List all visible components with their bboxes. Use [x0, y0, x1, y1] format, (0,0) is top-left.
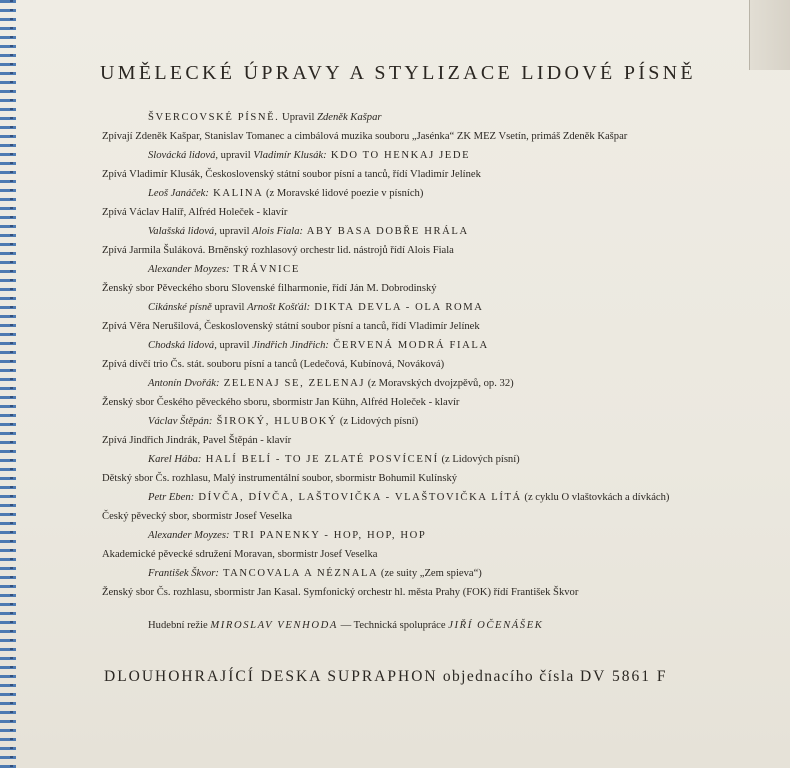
song-title-after: KDO TO HENKAJ JEDE	[326, 150, 471, 161]
track-list	[102, 108, 752, 602]
arranger-name: Alois Fiala:	[252, 226, 304, 237]
arranger-label: (z cyklu O vlaštovkách a dívkách)	[521, 492, 670, 503]
technical-label: — Technická spolupráce	[337, 620, 449, 631]
arranger-label: (z Lidových písní)	[438, 454, 520, 465]
composer-note: Slovácká lidová,	[148, 150, 219, 161]
arranger-label: (z Lidových písní)	[337, 416, 419, 427]
song-title: DÍVČA, DÍVČA, LAŠTOVIČKA - VLAŠTOVIČKA LÍTÁ	[194, 492, 522, 503]
track-title-line	[102, 374, 752, 393]
song-title: ŠIROKÝ, HLUBOKÝ	[212, 416, 338, 427]
composer-note: Václav Štěpán:	[148, 416, 213, 427]
track-entry	[102, 298, 752, 336]
track-entry	[102, 260, 752, 298]
composer-note: Petr Eben:	[148, 492, 195, 503]
song-title-after: ABY BASA DOBŘE HRÁLA	[303, 226, 469, 237]
order-label: objednacího čísla	[437, 668, 580, 685]
track-entry	[102, 526, 752, 564]
arranger-label: (ze suity „Zem spieva“)	[378, 568, 482, 579]
record-footer	[104, 668, 667, 686]
track-entry	[102, 412, 752, 450]
arranger-label: (z Moravských dvojzpěvů, op. 32)	[365, 378, 514, 389]
song-title: KALINA	[208, 188, 264, 199]
director-label: Hudební režie	[148, 620, 211, 631]
arranger-label: upravil	[216, 226, 253, 237]
spiral-binding	[0, 0, 16, 768]
track-title-line	[102, 336, 752, 355]
performers-line: Zpívá Václav Halíř, Alfréd Holeček - klavír	[102, 207, 288, 218]
record-brand: DLOUHOHRAJÍCÍ DESKA SUPRAPHON	[104, 668, 438, 685]
track-entry	[102, 488, 752, 526]
composer-note: Alexander Moyzes:	[148, 530, 230, 541]
production-credits	[148, 620, 543, 631]
track-entry	[102, 222, 752, 260]
performers-line: Český pěvecký sbor, sbormistr Josef Veselka	[102, 511, 293, 522]
track-entry	[102, 564, 752, 602]
performers-line: Zpívá dívčí trio Čs. stát. souboru písní a tanců (Ledečová, Kubínová, Nováková)	[102, 359, 445, 370]
composer-note: Leoš Janáček:	[148, 188, 209, 199]
director-name: MIROSLAV VENHODA	[210, 620, 338, 631]
song-title: TRÁVNICE	[229, 264, 300, 275]
performers-line: Ženský sbor Čs. rozhlasu, sbormistr Jan Kasal. Symfonický orchestr hl. města Prahy (FOK) řídí František Škvor	[102, 587, 579, 598]
composer-note: Valašská lidová,	[148, 226, 217, 237]
arranger-label: upravil	[218, 150, 254, 161]
track-title-line	[102, 222, 752, 241]
performers-line: Zpívají Zdeněk Kašpar, Stanislav Tomanec a cimbálová muzika souboru „Jasénka“ ZK MEZ Vsetín, primáš Zdeněk Kašpar	[102, 131, 628, 142]
arranger-label: upravil	[211, 302, 248, 313]
song-title: TANCOVALA A NÉZNALA	[218, 568, 379, 579]
arranger-label: upravil	[216, 340, 253, 351]
song-title-after: DIKTA DEVLA - OLA ROMA	[310, 302, 484, 313]
track-entry	[102, 336, 752, 374]
performers-line: Ženský sbor Českého pěveckého sboru, sbormistr Jan Kühn, Alfréd Holeček - klavír	[102, 397, 460, 408]
track-title-line	[102, 488, 752, 507]
song-title: TRI PANENKY - HOP, HOP, HOP	[229, 530, 427, 541]
track-title-line	[102, 184, 752, 203]
song-title: ŠVERCOVSKÉ PÍSNĚ.	[148, 112, 280, 123]
order-number: DV 5861 F	[579, 668, 668, 685]
arranger-name: Vladimír Klusák:	[253, 150, 327, 161]
arranger-label: (z Moravské lidové poezie v písních)	[263, 188, 424, 199]
performers-line: Ženský sbor Pěveckého sboru Slovenské filharmonie, řídí Ján M. Dobrodinský	[102, 283, 437, 294]
track-title-line	[102, 450, 752, 469]
composer-note: Karel Hába:	[148, 454, 202, 465]
arranger-label: Upravil	[279, 112, 318, 123]
arranger-name: Jindřich Jindřich:	[252, 340, 329, 351]
page-corner	[749, 0, 790, 70]
track-title-line	[102, 260, 752, 279]
track-entry	[102, 184, 752, 222]
composer-note: Alexander Moyzes:	[148, 264, 230, 275]
performers-line: Zpívá Jarmila Šuláková. Brněnský rozhlasový orchestr lid. nástrojů řídí Alois Fiala	[102, 245, 454, 256]
composer-note: Antonín Dvořák:	[148, 378, 220, 389]
technical-name: JIŘÍ OČENÁŠEK	[448, 620, 544, 631]
song-title-after: ČERVENÁ MODRÁ FIALA	[328, 340, 489, 351]
performers-line: Akademické pěvecké sdružení Moravan, sbormistr Josef Veselka	[102, 549, 378, 560]
track-title-line	[102, 526, 752, 545]
track-entry	[102, 146, 752, 184]
arranger-name: Arnošt Košťál:	[247, 302, 311, 313]
track-title-line	[102, 108, 752, 127]
composer-note: Cikánské písně	[148, 302, 212, 313]
performers-line: Zpívá Jindřich Jindrák, Pavel Štěpán - klavír	[102, 435, 292, 446]
page-heading: UMĚLECKÉ ÚPRAVY A STYLIZACE LIDOVÉ PÍSNĚ	[100, 62, 696, 84]
composer-note: František Škvor:	[148, 568, 219, 579]
performers-line: Zpívá Věra Nerušilová, Československý státní soubor písní a tanců, řídí Vladimír Jelínek	[102, 321, 480, 332]
track-title-line	[102, 146, 752, 165]
song-title: ZELENAJ SE, ZELENAJ	[219, 378, 366, 389]
performers-line: Zpívá Vladimír Klusák, Československý státní soubor písní a tanců, řídí Vladimír Jelínek	[102, 169, 481, 180]
composer-note: Chodská lidová,	[148, 340, 217, 351]
track-title-line	[102, 298, 752, 317]
arranger-name: Zdeněk Kašpar	[317, 112, 382, 123]
song-title: HALÍ BELÍ - TO JE ZLATÉ POSVÍCENÍ	[201, 454, 439, 465]
track-entry	[102, 108, 752, 146]
track-entry	[102, 374, 752, 412]
performers-line: Dětský sbor Čs. rozhlasu, Malý instrumentální soubor, sbormistr Bohumil Kulínský	[102, 473, 458, 484]
track-title-line	[102, 412, 752, 431]
track-title-line	[102, 564, 752, 583]
track-entry	[102, 450, 752, 488]
